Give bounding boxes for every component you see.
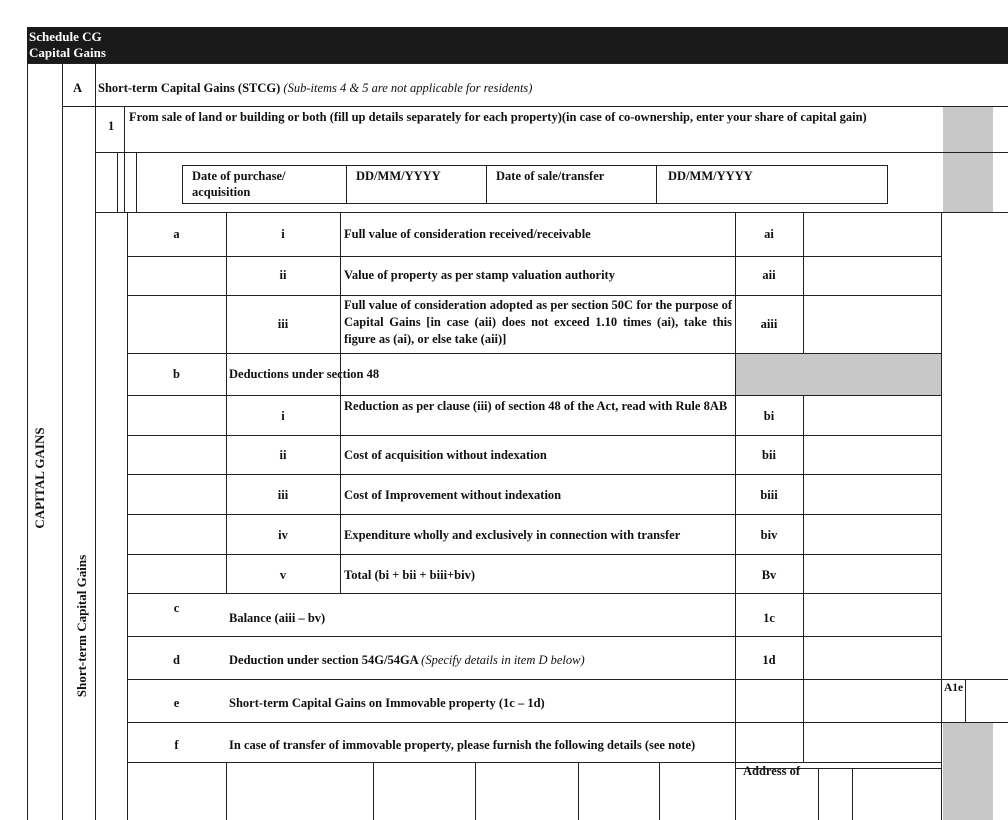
row-biv-desc: Expenditure wholly and exclusively in connection with transfer [344,528,681,542]
date-box-div [656,165,657,204]
col-divider [124,152,125,212]
row-aiii-code: aiii [760,317,778,331]
row-c-desc: Balance (aiii – bv) [229,611,326,625]
item-1-number: 1 [108,119,115,133]
date-box-div [486,165,487,204]
stcg-side-label: Short-term Capital Gains [74,554,89,698]
purchase-date-label: Date of purchase/ acquisition [192,169,286,199]
row-biii-code: biii [760,488,778,502]
row-ai-desc: Full value of consideration received/receivable [344,227,591,241]
row-bv-code: Bv [761,568,777,582]
row-biv-number: iv [278,528,288,542]
row-e-value-field[interactable] [966,680,1006,721]
row-bii-number: ii [279,448,287,462]
address-of-header: Address of [743,764,801,778]
row-bi-number: i [281,409,285,423]
row-biii-value-field[interactable] [804,475,940,513]
row-bi-desc: Reduction as per clause (iii) of section 48 of the Act, read with Rule 8AB [344,399,728,413]
gray-shade [943,107,993,212]
row-letter-a: a [173,227,180,241]
row-bii-desc: Cost of acquisition without indexation [344,448,547,462]
row-bv-value-field[interactable] [804,555,940,592]
date-box-top [182,165,887,166]
sale-date-label: Date of sale/transfer [496,169,605,183]
col-divider [578,762,579,820]
row-aiii-number: iii [277,317,289,331]
row-letter-f: f [174,738,179,752]
row-aiii-value-field[interactable] [804,296,940,352]
row-biv-value-field[interactable] [804,515,940,553]
row-c-code: 1c [763,611,775,625]
row-d-desc-text: Deduction under section 54G/54GA [229,653,419,667]
row-biv-code: biv [760,528,778,542]
col-divider [226,762,227,820]
date-box-left [182,165,183,204]
col-divider [475,762,476,820]
col-divider [62,63,63,820]
capital-gains-side-label: CAPITAL GAINS [32,427,47,529]
row-bii-code: bii [762,448,776,462]
row-c-value-field[interactable] [804,594,940,635]
row-letter-c: c [173,601,180,615]
row-ai-value-field[interactable] [804,213,940,255]
section-a-title-text: Short-term Capital Gains (STCG) [98,81,281,95]
row-biii-desc: Cost of Improvement without indexation [344,488,562,502]
col-divider [95,63,96,820]
gray-shade [736,354,941,395]
row-ai-number: i [281,227,285,241]
row-aiii-desc: Full value of consideration adopted as per section 50C for the purpose of Capital Gains [in case (aii) does not exceed 1.10 times (ai), take this figure as (ai), or else take (aii)] [344,298,732,346]
row-bi-code: bi [763,409,775,423]
row-letter-d: d [173,653,180,667]
row-b-desc: Deductions under section 48 [229,367,380,381]
section-a-note: (Sub-items 4 & 5 are not applicable for residents) [283,81,533,95]
col-divider [124,106,125,156]
row-letter-e: e [173,696,180,710]
date-box-div [346,165,347,204]
col-divider [852,768,853,820]
row-aii-code: aii [762,268,776,282]
row-e-desc: Short-term Capital Gains on Immovable property (1c – 1d) [229,696,545,710]
col-divider [659,762,660,820]
row-biii-number: iii [277,488,289,502]
row-aii-number: ii [279,268,287,282]
gray-shade [943,723,993,820]
col-divider [127,212,128,820]
row-bv-desc: Total (bi + bii + biii+biv) [344,568,476,582]
col-divider [117,152,118,212]
row-divider [993,152,1008,153]
row-bv-number: v [279,568,287,582]
row-divider [95,152,1008,153]
purchase-date-field[interactable]: DD/MM/YYYY [356,169,441,183]
row-e-code: A1e [944,682,964,694]
row-d-note: (Specify details in item D below) [421,653,585,667]
col-divider [941,212,942,820]
schedule-header [27,27,1008,63]
col-divider [340,212,341,593]
row-d-code: 1d [762,653,776,667]
row-aii-value-field[interactable] [804,257,940,294]
section-letter-a: A [73,81,83,95]
row-f-desc: In case of transfer of immovable property, please furnish the following details (see note) [229,738,696,752]
schedule-subtitle: Capital Gains [29,45,106,60]
row-d-value-field[interactable] [804,637,940,678]
row-divider [62,106,1008,107]
row-bii-value-field[interactable] [804,436,940,473]
frame-left [27,63,28,820]
row-bi-value-field[interactable] [804,396,940,434]
schedule-title: Schedule CG [29,29,102,44]
date-box-right [887,165,888,204]
col-divider [818,768,819,820]
col-divider [373,762,374,820]
sale-date-field[interactable]: DD/MM/YYYY [668,169,753,183]
date-box-bottom [182,203,887,204]
row-divider [127,679,941,680]
section-a-title [98,80,532,96]
frame-top [27,63,1008,64]
row-divider [127,762,941,763]
row-ai-code: ai [764,227,774,241]
row-d-desc [229,652,585,668]
item-1-text: From sale of land or building or both (fill up details separately for each property)(in case of co-ownership, enter your share of capital gain) [129,110,867,124]
row-divider [127,722,941,723]
col-divider [735,762,736,820]
row-letter-b: b [173,367,180,381]
col-divider [136,152,137,212]
row-aii-desc: Value of property as per stamp valuation authority [344,268,615,282]
